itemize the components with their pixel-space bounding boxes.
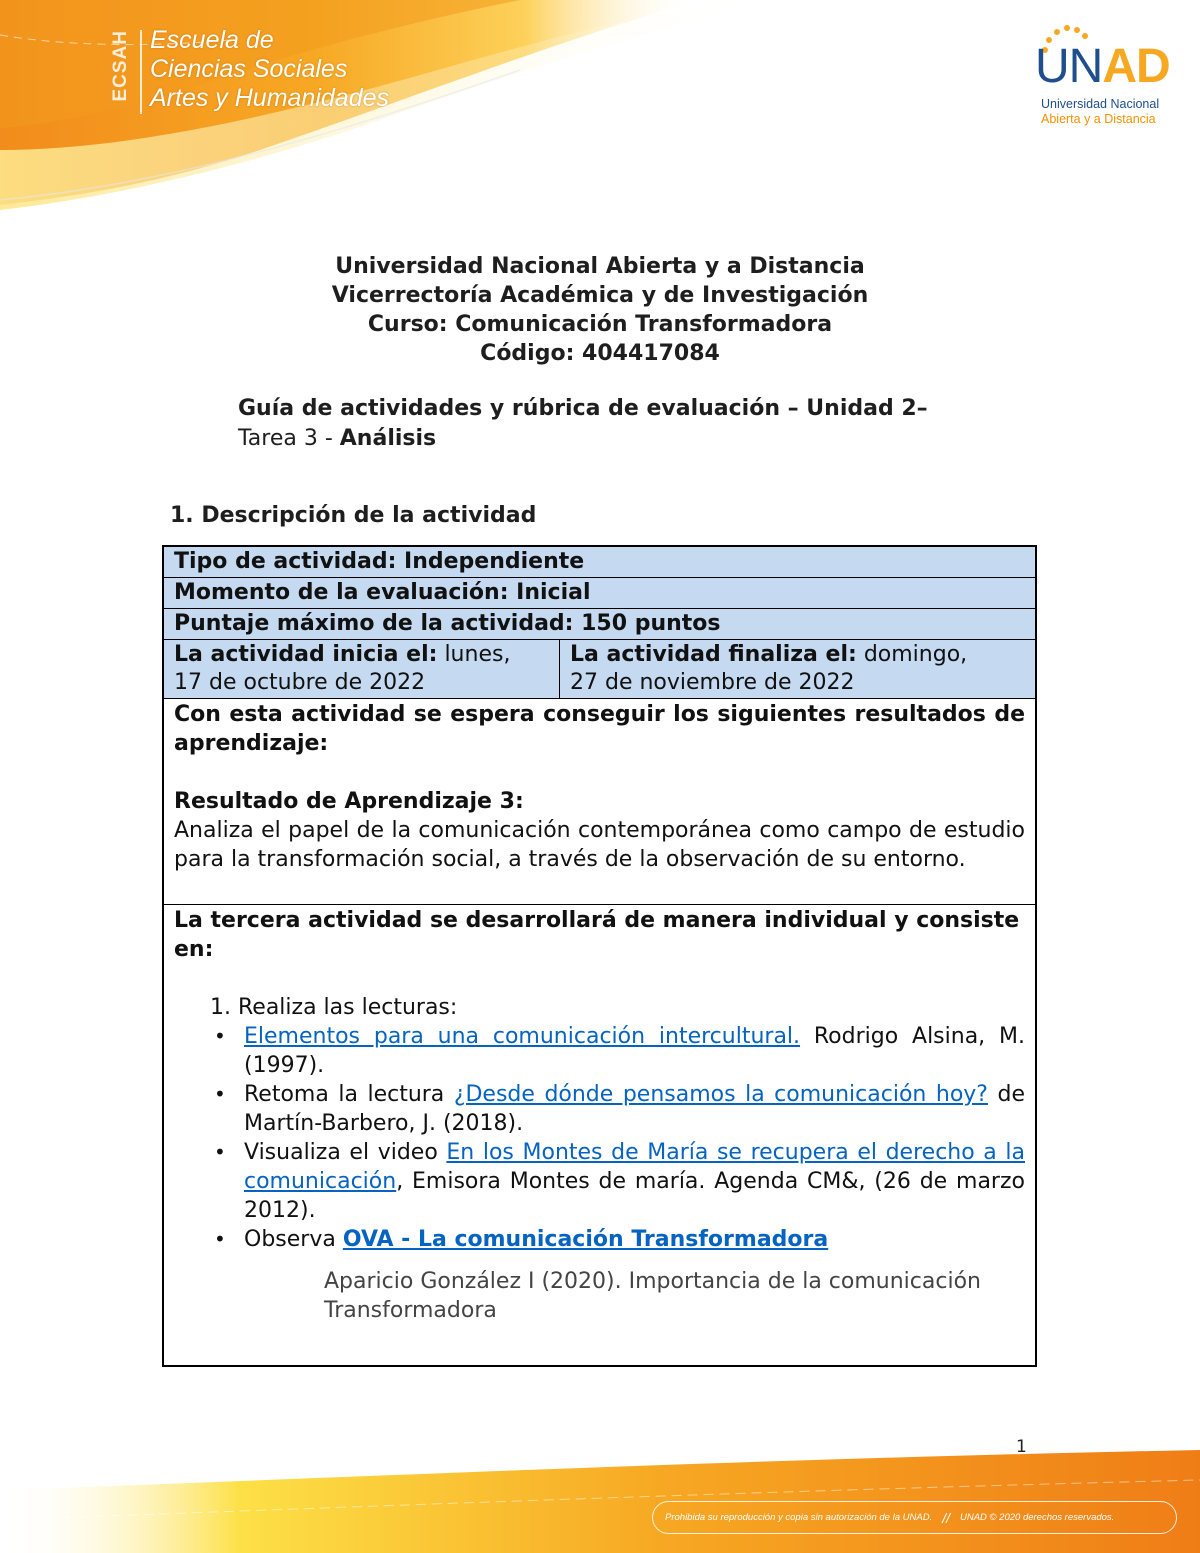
list-item: • Observa OVA - La comunicación Transformadora — [244, 1225, 1025, 1254]
task-description-cell — [164, 905, 1035, 1365]
faculty-line-2: Ciencias Sociales — [150, 55, 348, 83]
faculty-line-3: Artes y Humanidades — [150, 84, 390, 112]
title-university: Universidad Nacional Abierta y a Distancia — [335, 254, 865, 279]
list-item: • Elementos para una comunicación intercultural. Rodrigo Alsina, M. (1997). — [244, 1022, 1025, 1080]
end-date-cell: La actividad finaliza el: domingo, 27 de noviembre de 2022 — [570, 642, 968, 695]
logo-subtitle-2: Abierta y a Distancia — [1041, 112, 1156, 126]
footer-prohibition: Prohibida su reproducción y copia sin autorización de la UNAD. — [665, 1512, 933, 1523]
dates-row — [164, 640, 1035, 699]
link-desde-donde-pensamos[interactable]: ¿Desde dónde pensamos la comunicación hoy? — [453, 1082, 988, 1107]
faculty-abbreviation: ECSAH — [110, 30, 131, 102]
link-ova-comunicacion[interactable]: OVA - La comunicación Transformadora — [342, 1227, 829, 1252]
guide-task: Tarea 3 - Análisis — [238, 426, 437, 451]
faculty-mark — [110, 26, 389, 114]
faculty-divider — [140, 30, 142, 114]
section-heading: 1. Descripción de la actividad — [170, 503, 537, 528]
title-code: Código: 404417084 — [480, 341, 720, 366]
start-date-cell: La actividad inicia el: lunes, 17 de octubre de 2022 — [164, 640, 560, 698]
activity-table — [162, 545, 1037, 1367]
link-montes-de-maria-video[interactable]: En los Montes de María se recupera el derecho a la comunicación — [244, 1140, 1025, 1194]
footer-notice — [652, 1501, 1177, 1534]
citation-text: Aparicio González I (2020). Importancia de la comunicación Transformadora — [324, 1269, 981, 1323]
unad-logo — [1035, 22, 1170, 132]
footer-rights: UNAD © 2020 derechos reservados. — [959, 1512, 1115, 1523]
guide-title: Guía de actividades y rúbrica de evaluación – Unidad 2– — [238, 396, 928, 421]
link-elementos-comunicacion[interactable]: Elementos para una comunicación intercultural. — [244, 1024, 801, 1049]
document-title — [0, 252, 1200, 368]
title-vicerrectoria: Vicerrectoría Académica y de Investigación — [331, 283, 869, 308]
footer-separator: // — [942, 1509, 950, 1526]
outcomes-intro: Con esta actividad se espera conseguir los siguientes resultados de aprendizaje: — [174, 702, 1025, 756]
title-course: Curso: Comunicación Transformadora — [367, 312, 833, 337]
logo-subtitle-1: Universidad Nacional — [1041, 97, 1160, 111]
learning-outcomes-cell — [164, 699, 1035, 905]
list-item: • Retoma la lectura ¿Desde dónde pensamos la comunicación hoy? de Martín-Barbero, J. (2018). — [244, 1080, 1025, 1138]
outcome-title: Resultado de Aprendizaje 3: — [174, 789, 524, 814]
page-number: 1 — [1016, 1437, 1027, 1457]
activity-type-row: Tipo de actividad: Independiente — [164, 547, 1035, 578]
reading-list — [174, 1022, 1025, 1254]
evaluation-moment-row: Momento de la evaluación: Inicial — [164, 578, 1035, 609]
task-intro: La tercera actividad se desarrollará de manera individual y consiste en: — [174, 908, 1020, 962]
faculty-line-1: Escuela de — [150, 26, 274, 54]
guide-heading — [238, 394, 928, 454]
step-1: 1. Realiza las lecturas: — [210, 995, 458, 1020]
max-score-row: Puntaje máximo de la actividad: 150 puntos — [164, 609, 1035, 640]
logo-wordmark: UNAD — [1035, 40, 1170, 93]
list-item: • Visualiza el video En los Montes de María se recupera el derecho a la comunicación, Emisora Montes de maría. Agenda CM&, (26 de marzo 2012). — [244, 1138, 1025, 1225]
outcome-text: Analiza el papel de la comunicación contemporánea como campo de estudio para la transformación social, a través de la observación de su entorno. — [174, 818, 1025, 872]
